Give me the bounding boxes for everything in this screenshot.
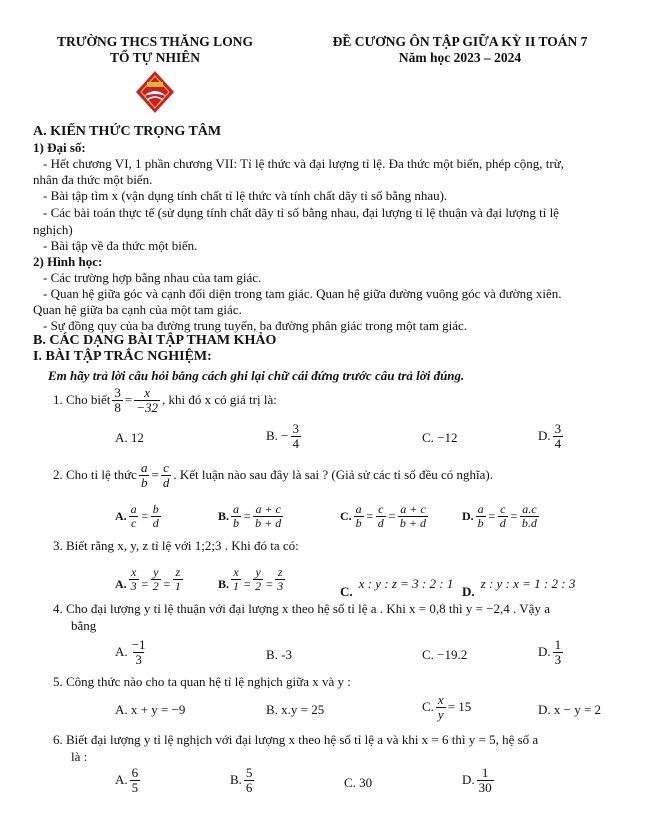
document-title: ĐỀ CƯƠNG ÔN TẬP GIỮA KỲ II TOÁN 7: [332, 34, 588, 49]
algebra-line-4: - Các bài toán thực tế (sử dụng tính chất dãy tỉ số bằng nhau, đại lượng tỉ lệ thuận và đại lượng tỉ lệ: [43, 205, 559, 220]
geometry-line-1: - Các trường hợp bằng nhau của tam giác.: [43, 270, 262, 285]
q1-option-d: D. $\frac{3}{4}$: [538, 421, 562, 451]
algebra-line-1: - Hết chương VI, 1 phần chương VII: Tỉ lệ thức và đại lượng tỉ lệ. Đa thức một biến, phép cộng, trừ,: [43, 156, 565, 171]
q3-option-c: C. x : y : z = 3 : 2 : 1: [340, 576, 454, 599]
question-1: 1. Cho biết $\frac{3}{8}$ = $\frac{x}{-32}$ , khi đó x có giá trị là:: [53, 385, 277, 415]
q2-option-d: D. $\frac{a}{b}$ = $\frac{c}{d}$ = $\frac{a.c}{b.d}$: [462, 502, 537, 530]
geometry-line-2: - Quan hệ giữa góc và cạnh đối diện trong tam giác. Quan hệ giữa đường vuông góc và đường xiên.: [43, 286, 562, 301]
geometry-line-4: - Sự đồng quy của ba đường trung tuyến, ba đường phân giác trong một tam giác.: [43, 318, 468, 333]
department-name: TỔ TỰ NHIÊN: [109, 50, 201, 65]
instruction: Em hãy trả lời câu hỏi bằng cách ghi lại chữ cái đứng trước câu trả lời đúng.: [48, 368, 465, 383]
q5-option-b: B. x.y = 25: [266, 702, 325, 717]
q2-option-c: C. $\frac{a}{b}$ = $\frac{c}{d}$ = $\frac{a + c}{b + d}$: [340, 502, 426, 530]
q6-option-a: A. $\frac{6}{5}$: [115, 765, 139, 795]
question-3: 3. Biết rằng x, y, z tỉ lệ với 1;2;3 . Khi đó ta có:: [53, 538, 299, 553]
geometry-line-3: Quan hệ giữa ba cạnh của một tam giác.: [33, 302, 242, 317]
school-name: TRƯỜNG THCS THĂNG LONG: [57, 34, 253, 49]
q1-option-c: C. −12: [422, 430, 458, 445]
q2-option-b: B. $\frac{a}{b}$ = $\frac{a + c}{b + d}$: [218, 502, 282, 530]
q4-option-a: A. $\frac{-1}{3}$: [115, 637, 146, 667]
question-6-line-1: 6. Biết đại lượng y tỉ lệ nghịch với đại lượng x theo hệ số tỉ lệ a và khi x = 6 thì y = 5, hệ số a: [53, 732, 539, 747]
algebra-title: 1) Đại số:: [33, 140, 86, 155]
q3-option-a: A. $\frac{x}{3}$ = $\frac{y}{2}$ = $\frac{z}{1}$: [115, 565, 181, 593]
question-5: 5. Công thức nào cho ta quan hệ tỉ lệ nghịch giữa x và y :: [53, 674, 351, 689]
q6-option-b: B. $\frac{5}{6}$: [230, 765, 253, 795]
section-b-subtitle: I. BÀI TẬP TRẮC NGHIỆM:: [33, 349, 212, 364]
question-4-line-2: bằng: [71, 618, 97, 633]
q1-prefix: 1. Cho biết: [53, 392, 111, 408]
q3-option-d: D. z : y : x = 1 : 2 : 3: [462, 576, 576, 599]
q4-option-c: C. −19.2: [422, 647, 468, 662]
q1-suffix: , khi đó x có giá trị là:: [162, 392, 277, 408]
q1-option-a: A. 12: [115, 430, 144, 445]
question-2: 2. Cho tỉ lệ thức $\frac{a}{b}$ = $\frac{c}{d}$ . Kết luận nào sau đây là sai ? (Giả sử các tỉ số đều có nghĩa).: [53, 460, 493, 490]
q3-option-b: B. $\frac{x}{1}$ = $\frac{y}{2}$ = $\frac{z}{3}$: [218, 565, 284, 593]
q5-option-c: C. $\frac{x}{y}$ = 15: [422, 692, 472, 722]
algebra-line-6: - Bài tập về đa thức một biến.: [43, 238, 198, 253]
q2-option-a: A. $\frac{a}{c}$ = $\frac{b}{d}$: [115, 502, 159, 530]
algebra-line-5: nghịch): [33, 222, 73, 237]
section-a-title: A. KIẾN THỨC TRỌNG TÂM: [33, 124, 222, 139]
q1-fraction-1: $\frac{3}{8}$: [114, 385, 121, 415]
algebra-line-3: - Bài tập tìm x (vận dụng tính chất tỉ lệ thức và tính chất dãy tỉ số bằng nhau).: [43, 188, 448, 203]
question-4-line-1: 4. Cho đại lượng y tỉ lệ thuận với đại lượng x theo hệ số tỉ lệ a . Khi x = 0,8 thì y = −2,4 . Vậy a: [53, 601, 550, 616]
section-b-title: B. CÁC DẠNG BÀI TẬP THAM KHẢO: [33, 333, 277, 348]
q4-option-b: B. -3: [266, 647, 292, 662]
q5-option-d: D. x − y = 2: [538, 702, 602, 717]
school-logo: [135, 70, 175, 114]
q1-option-b: B. − $\frac{3}{4}$: [266, 421, 300, 451]
q5-option-a: A. x + y = −9: [115, 702, 186, 717]
question-6-line-2: là :: [71, 749, 88, 764]
q6-option-d: D. $\frac{1}{30}$: [462, 765, 492, 795]
q4-option-d: D. $\frac{1}{3}$: [538, 637, 562, 667]
geometry-title: 2) Hình học:: [33, 254, 103, 269]
q1-fraction-2: $\frac{x}{-32}$: [136, 385, 159, 415]
algebra-line-2: nhân đa thức một biến.: [33, 172, 153, 187]
school-year: Năm học 2023 – 2024: [398, 50, 522, 65]
q6-option-c: C. 30: [344, 775, 373, 790]
